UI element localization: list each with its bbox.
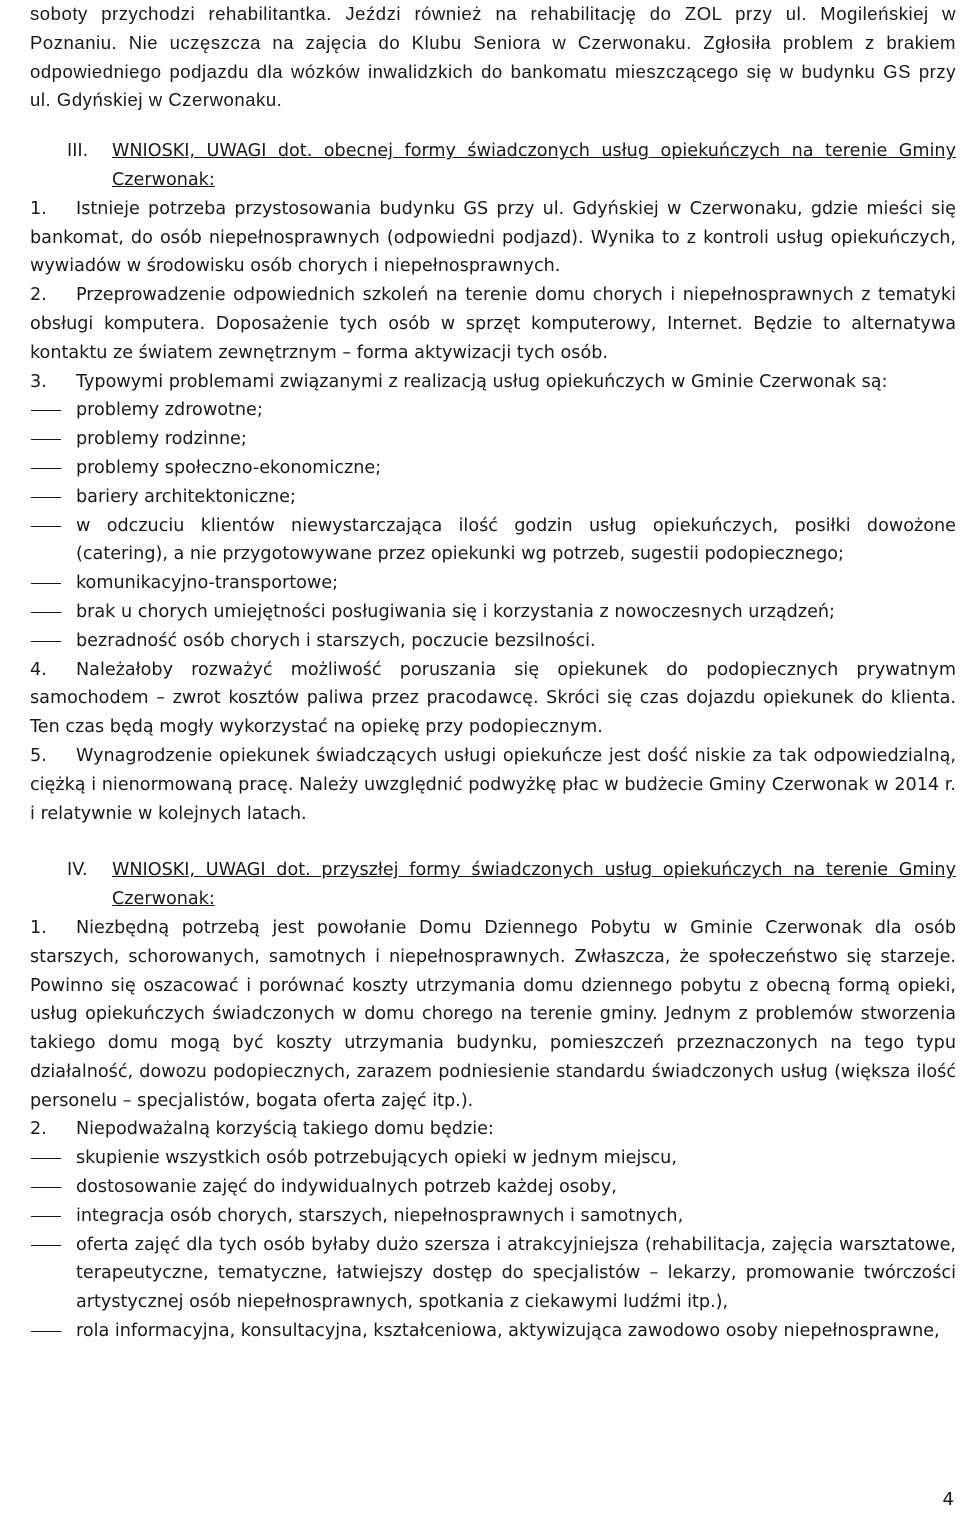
intro-paragraph: soboty przychodzi rehabilitantka. Jeździ również na rehabilitację do ZOL przy ul. Mogileńskiej w Poznaniu. Nie uczęszcza na zajęcia do Klubu Seniora w Czerwonaku. Zgłosiła problem z brakiem odpowiedniego podjazdu dla wózków inwalidzkich do bankomatu mieszczącego się w budynku GS przy ul. Gdyńskiej w Czerwonaku. (30, 3, 956, 111)
list-item: brak u chorych umiejętności posługiwania się i korzystania z nowoczesnych urządzeń; (30, 598, 956, 627)
section-3-title: WNIOSKI, UWAGI dot. obecnej formy świadczonych usług opiekuńczych na terenie Gminy Czerwonak: (112, 141, 956, 190)
list-item: w odczuciu klientów niewystarczająca ilość godzin usług opiekuńczych, posiłki dowożone (catering), a nie przygotowywane przez opiekunki wg potrzeb, sugestii podopiecznego; (30, 512, 956, 570)
item-number: 1. (30, 917, 47, 938)
item-number: 2. (30, 1119, 47, 1140)
section-3-number: III. (67, 141, 89, 162)
page-number: 4 (942, 1489, 954, 1511)
section-3-item-1 (30, 195, 956, 281)
list-item: integracja osób chorych, starszych, niepełnosprawnych i samotnych, (30, 1202, 956, 1231)
section-3-item-4 (30, 656, 956, 742)
section-4-title: WNIOSKI, UWAGI dot. przyszłej formy świadczonych usług opiekuńczych na terenie Gminy Czerwonak: (112, 860, 956, 910)
list-item: problemy rodzinne; (30, 425, 956, 454)
section-3-item-2 (30, 281, 956, 367)
item-number: 2. (30, 285, 47, 306)
section-3-heading (30, 137, 956, 195)
item-text: Typowymi problemami związanymi z realizacją usług opiekuńczych w Gminie Czerwonak są: (76, 371, 888, 392)
item-text: Istnieje potrzeba przystosowania budynku GS przy ul. Gdyńskiej w Czerwonaku, gdzie mieści się bankomat, do osób niepełnosprawnych (odpowiedni podjazd). Wynika to z kontroli usług opiekuńczych, wywiadów w środowisku osób chorych i niepełnosprawnych. (30, 198, 956, 277)
list-item: bezradność osób chorych i starszych, poczucie bezsilności. (30, 627, 956, 656)
item-text: Niepodważalną korzyścią takiego domu będzie: (76, 1119, 494, 1140)
section-3-item-3 (30, 368, 956, 397)
item-text: Przeprowadzenie odpowiednich szkoleń na terenie domu chorych i niepełnosprawnych z tematyki obsługi komputera. Doposażenie tych osób w sprzęt komputerowy, Internet. Będzie to alternatywa kontaktu ze światem zewnętrznym – forma aktywizacji tych osób. (30, 285, 956, 363)
section-4-item-1 (30, 914, 956, 1116)
section-4-number: IV. (67, 860, 88, 881)
list-item: problemy społeczno-ekonomiczne; (30, 454, 956, 483)
list-item: komunikacyjno-transportowe; (30, 569, 956, 598)
list-item: oferta zajęć dla tych osób byłaby dużo szersza i atrakcyjniejsza (rehabilitacja, zajęcia warsztatowe, terapeutyczne, tematyczne, łatwiejszy dostęp do specjalistów – lekarzy, promowanie twórczości artystycznej osób niepełnosprawnych, spotkania z ciekawymi ludźmi itp.), (30, 1231, 956, 1317)
item-text: Należałoby rozważyć możliwość poruszania się opiekunek do podopiecznych prywatnym samochodem – zwrot kosztów paliwa przez pracodawcę. Skróci się czas dojazdu opiekunek do klienta. Ten czas będą mogły wykorzystać na opiekę przy podopiecznym. (30, 659, 956, 738)
section-4-item-2 (30, 1115, 956, 1144)
item-number: 4. (30, 659, 47, 680)
item-number: 3. (30, 371, 47, 392)
document-page (30, 0, 956, 1346)
section-4-heading (30, 856, 956, 914)
list-item: bariery architektoniczne; (30, 483, 956, 512)
list-item: skupienie wszystkich osób potrzebujących opieki w jednym miejscu, (30, 1144, 956, 1173)
section-3-item-5 (30, 742, 956, 828)
list-item: problemy zdrowotne; (30, 396, 956, 425)
item-number: 1. (30, 198, 47, 219)
item-number: 5. (30, 745, 47, 766)
item-text: Wynagrodzenie opiekunek świadczących usługi opiekuńcze jest dość niskie za tak odpowiedzialną, ciężką i nienormowaną pracę. Należy uwzględnić podwyżkę płac w budżecie Gminy Czerwonak w 2014 r. i relatywnie w kolejnych latach. (30, 745, 956, 824)
section-3-problem-list (30, 396, 956, 655)
item-text: Niezbędną potrzebą jest powołanie Domu Dziennego Pobytu w Gminie Czerwonak dla osób starszych, schorowanych, samotnych i niepełnosprawnych. Zwłaszcza, że społeczeństwo się starzeje. Powinno się oszacować i porównać koszty utrzymania domu dziennego pobytu z obecną formą opieki, usług opiekuńczych świadczonych w domu chorego na terenie gminy. Jednym z problemów stworzenia takiego domu mogą być koszty utrzymania budynku, pomieszczeń przeznaczonych na tego typu działalność, dowozu podopiecznych, zarazem podniesienie standardu świadczonych usług (większa ilość personelu – specjalistów, bogata oferta zajęć itp.). (30, 917, 956, 1111)
section-4-benefit-list (30, 1144, 956, 1346)
list-item: dostosowanie zajęć do indywidualnych potrzeb każdej osoby, (30, 1173, 956, 1202)
list-item: rola informacyjna, konsultacyjna, kształceniowa, aktywizująca zawodowo osoby niepełnosprawne, (30, 1317, 956, 1346)
